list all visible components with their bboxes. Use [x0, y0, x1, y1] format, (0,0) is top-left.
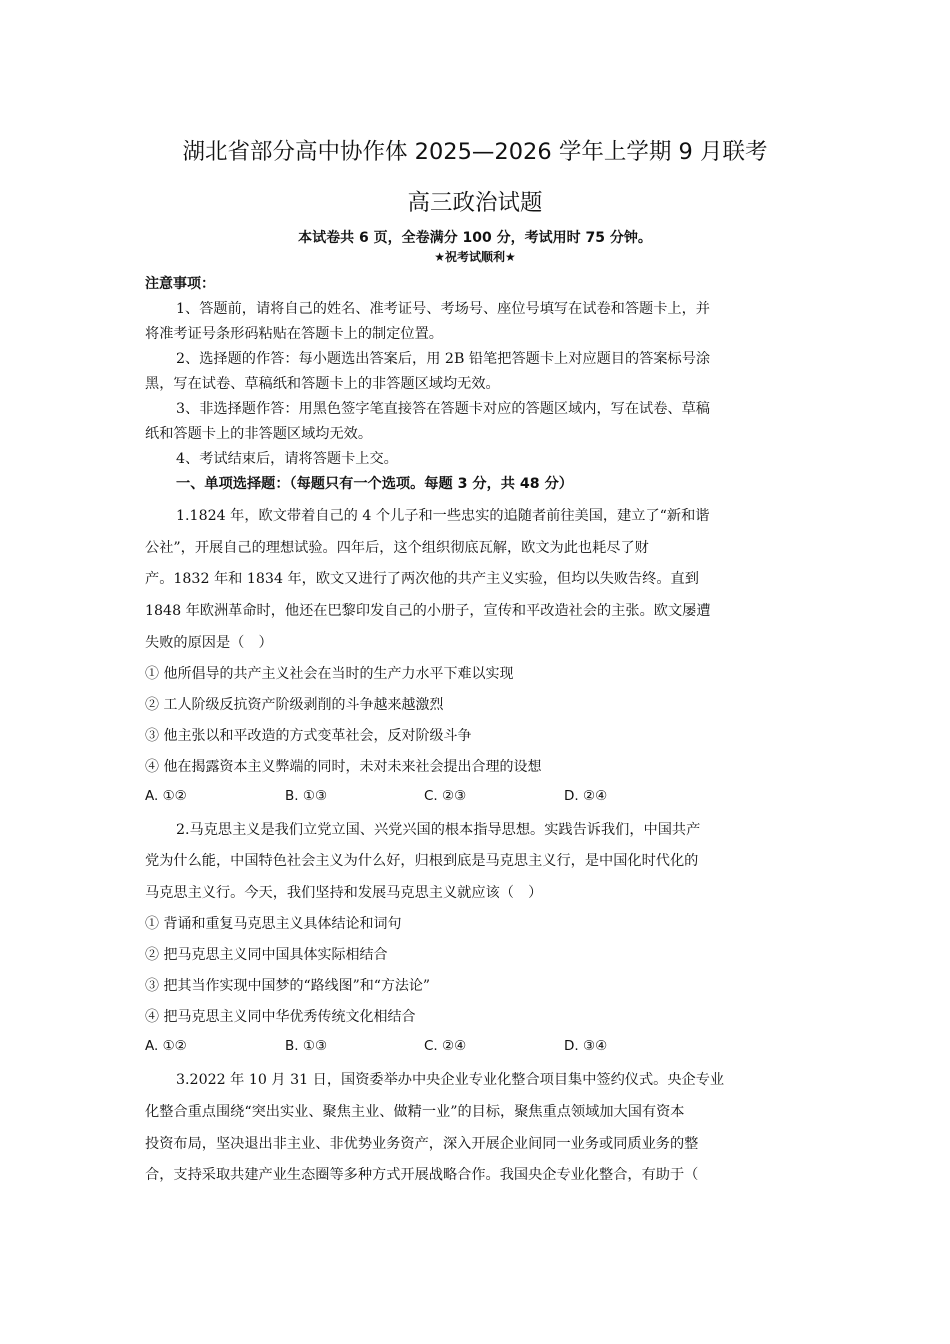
- exam-title-line2: 高三政治试题: [407, 190, 543, 216]
- q3-stem-line: 投资布局，坚决退出非主业、非优势业务资产，深入开展企业间同一业务或同质业务的整: [145, 1136, 699, 1152]
- q2-stem-line: 马克思主义行。今天，我们坚持和发展马克思主义就应该（ ）: [145, 885, 543, 901]
- q2-stem-line: 2.马克思主义是我们立党立国、兴党兴国的根本指导思想。实践告诉我们，中国共产: [176, 822, 701, 838]
- q1-stem-line: 公社”，开展自己的理想试验。四年后，这个组织彻底瓦解，欧文为此也耗尽了财: [145, 540, 649, 556]
- q2-option: ① 背诵和重复马克思主义具体结论和词句: [145, 916, 402, 932]
- q2-choice-d: D. ③④: [564, 1038, 608, 1054]
- q1-choice-c: C. ②③: [424, 788, 467, 804]
- q2-option: ② 把马克思主义同中国具体实际相结合: [145, 947, 388, 963]
- q3-stem-line: 3.2022 年 10 月 31 日，国资委举办中央企业专业化整合项目集中签约仪式。央企专业: [176, 1072, 725, 1088]
- q2-choice-a: A. ①②: [145, 1038, 187, 1054]
- q1-stem-line: 1.1824 年，欧文带着自己的 4 个儿子和一些忠实的追随者前往美国，建立了“新和谐: [176, 508, 710, 524]
- q1-option: ③ 他主张以和平改造的方式变革社会，反对阶级斗争: [145, 728, 472, 744]
- notice-heading: 注意事项：: [145, 276, 215, 292]
- q1-stem-line: 1848 年欧洲革命时，他还在巴黎印发自己的小册子，宣传和平改造社会的主张。欧文屡遭: [145, 603, 711, 619]
- q1-choice-a: A. ①②: [145, 788, 187, 804]
- q2-stem-line: 党为什么能，中国特色社会主义为什么好，归根到底是马克思主义行，是中国化时代化的: [145, 853, 699, 869]
- notice-line: 1、答题前，请将自己的姓名、准考证号、考场号、座位号填写在试卷和答题卡上，并: [176, 301, 710, 317]
- section-heading: 一、单项选择题：（每题只有一个选项。每题 3 分，共 48 分）: [176, 476, 573, 492]
- exam-subtitle: 本试卷共 6 页，全卷满分 100 分，考试用时 75 分钟。: [298, 230, 652, 246]
- exam-title-line1: 湖北省部分高中协作体 2025—2026 学年上学期 9 月联考: [182, 139, 768, 165]
- exam-wish: ★祝考试顺利★: [434, 250, 516, 264]
- q1-stem-line: 产。1832 年和 1834 年，欧文又进行了两次他的共产主义实验，但均以失败告终。直到: [145, 571, 699, 587]
- q2-choice-b: B. ①③: [285, 1038, 328, 1054]
- q1-choice-b: B. ①③: [285, 788, 328, 804]
- q1-option: ① 他所倡导的共产主义社会在当时的生产力水平下难以实现: [145, 666, 514, 682]
- notice-line: 黑，写在试卷、草稿纸和答题卡上的非答题区域均无效。: [145, 376, 500, 392]
- notice-line: 将准考证号条形码粘贴在答题卡上的制定位置。: [145, 326, 443, 342]
- q3-stem-line: 合，支持采取共建产业生态圈等多种方式开展战略合作。我国央企专业化整合，有助于（: [145, 1167, 699, 1183]
- q1-option: ② 工人阶级反抗资产阶级剥削的斗争越来越激烈: [145, 697, 444, 713]
- notice-line: 3、非选择题作答：用黑色签字笔直接答在答题卡对应的答题区域内，写在试卷、草稿: [176, 401, 710, 417]
- q1-choice-d: D. ②④: [564, 788, 608, 804]
- q1-stem-line: 失败的原因是（ ）: [145, 635, 273, 651]
- q2-option: ③ 把其当作实现中国梦的“路线图”和“方法论”: [145, 978, 431, 994]
- q3-stem-line: 化整合重点围绕“突出实业、聚焦主业、做精一业”的目标，聚焦重点领域加大国有资本: [145, 1104, 685, 1120]
- notice-line: 2、选择题的作答：每小题选出答案后，用 2B 铅笔把答题卡上对应题目的答案标号涂: [176, 351, 711, 367]
- q1-option: ④ 他在揭露资本主义弊端的同时，未对未来社会提出合理的设想: [145, 759, 542, 775]
- q2-choice-c: C. ②④: [424, 1038, 467, 1054]
- notice-line: 纸和答题卡上的非答题区域均无效。: [145, 426, 373, 442]
- notice-line: 4、考试结束后，请将答题卡上交。: [176, 451, 398, 467]
- q2-option: ④ 把马克思主义同中华优秀传统文化相结合: [145, 1009, 416, 1025]
